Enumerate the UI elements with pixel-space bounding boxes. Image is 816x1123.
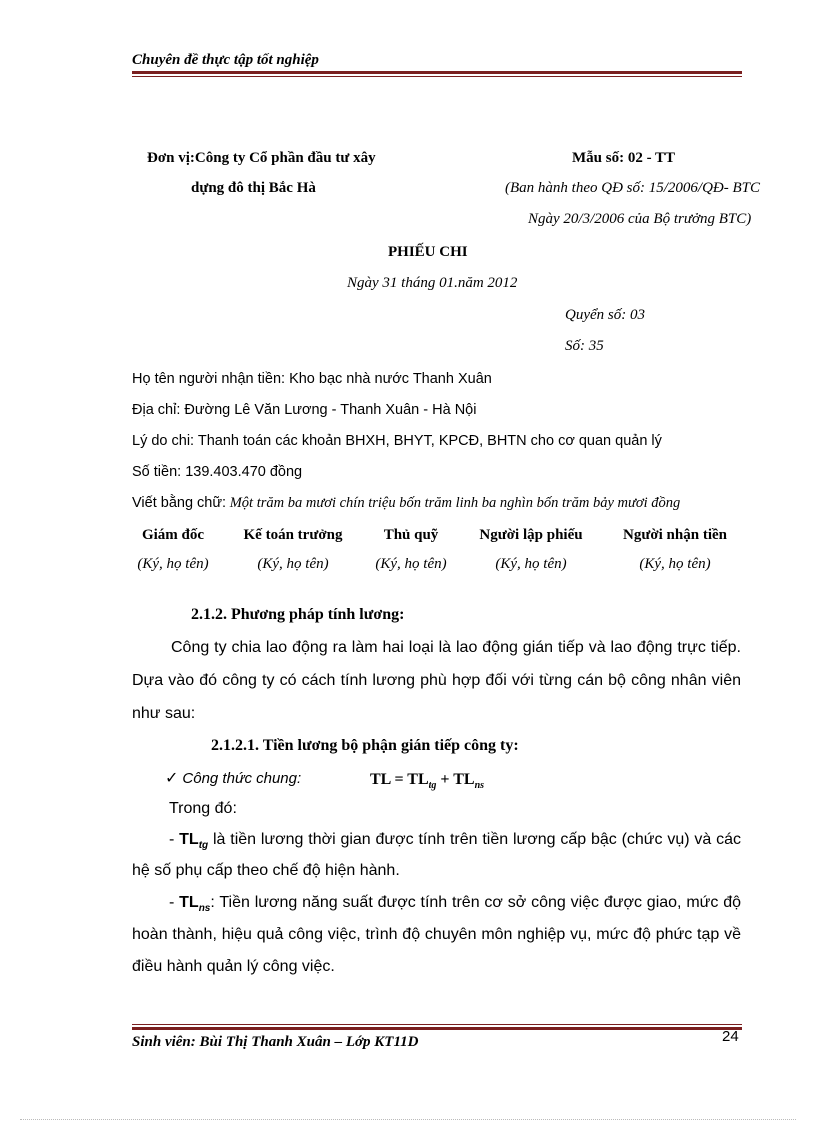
item2-line2: hoàn thành, hiệu quả công việc, trình độ chuyên môn nghiệp vụ, mức độ phức tạp về <box>132 926 741 943</box>
unit-line1: Đơn vị:Công ty Cổ phần đầu tư xây <box>147 150 376 166</box>
voucher-number: Số: 35 <box>565 338 604 354</box>
item1-sub: tg <box>198 840 209 852</box>
in-words-label: Viết bằng chữ: <box>132 495 227 511</box>
signature-cashier <box>346 527 476 573</box>
unit-line2: dựng đô thị Bắc Hà <box>191 180 316 196</box>
amount-in-words <box>132 495 680 512</box>
para1-line3: như sau: <box>132 705 196 722</box>
subsection-heading: 2.1.2.1. Tiền lương bộ phận gián tiếp công ty: <box>211 737 519 754</box>
signature-role: Người nhận tiền <box>623 527 727 543</box>
para1-line1: Công ty chia lao động ra làm hai loại là lao động gián tiếp và lao động trực tiếp. <box>171 639 741 656</box>
item2-tl: TL <box>179 894 199 911</box>
item1-text: là tiền lương thời gian được tính trên tiền lương cấp bậc (chức vụ) và các <box>208 831 741 848</box>
signature-director <box>108 527 238 573</box>
formula-plus-tl: + TL <box>436 771 475 788</box>
signature-note: (Ký, họ tên) <box>639 556 711 572</box>
item2-line1 <box>169 894 741 914</box>
issued-line2: Ngày 20/3/2006 của Bộ trưởng BTC) <box>528 211 752 227</box>
formula-tl: TL = TL <box>370 771 429 788</box>
amount-line: Số tiền: 139.403.470 đồng <box>132 464 303 480</box>
section-heading: 2.1.2. Phương pháp tính lương: <box>191 606 405 623</box>
signature-preparer <box>466 527 596 573</box>
signature-chief-accountant <box>228 527 358 573</box>
item1-dash: - <box>169 831 180 848</box>
signature-role: Người lập phiếu <box>479 527 583 543</box>
signature-role: Thủ quỹ <box>383 527 439 543</box>
document-header-title: Chuyên đề thực tập tốt nghiệp <box>132 52 319 68</box>
formula-label: Công thức chung: <box>182 770 302 787</box>
item1-line1 <box>169 831 741 851</box>
address-line: Địa chỉ: Đường Lê Văn Lương - Thanh Xuân - Hà Nội <box>132 402 477 418</box>
signature-note: (Ký, họ tên) <box>137 556 209 572</box>
check-icon: ✓ <box>165 770 179 787</box>
in-words-value: Một trăm ba mươi chín triệu bốn trăm linh ba nghìn bốn trăm bảy mươi đồng <box>229 495 681 511</box>
item2-sub: ns <box>198 903 211 915</box>
voucher-title: PHIẾU CHI <box>388 244 468 260</box>
formula-line <box>165 768 301 788</box>
signature-note: (Ký, họ tên) <box>495 556 567 572</box>
voucher-date: Ngày 31 tháng 01.năm 2012 <box>347 275 518 291</box>
footer-student: Sinh viên: Bùi Thị Thanh Xuân – Lớp KT11D <box>132 1034 419 1050</box>
issued-line1: (Ban hành theo QĐ số: 15/2006/QĐ- BTC <box>505 180 760 196</box>
signature-receiver <box>610 527 740 573</box>
item2-line3: điều hành quản lý công việc. <box>132 958 335 975</box>
signature-role: Giám đốc <box>141 527 205 543</box>
signature-note: (Ký, họ tên) <box>257 556 329 572</box>
item1-tl: TL <box>179 831 199 848</box>
header-rule <box>132 71 742 77</box>
formula-sub-ns: ns <box>474 780 485 792</box>
formula-sub-tg: tg <box>428 780 437 792</box>
item2-dash: - <box>169 894 180 911</box>
form-number: Mẫu số: 02 - TT <box>572 150 676 166</box>
footer-rule <box>132 1024 742 1030</box>
recipient-line: Họ tên người nhận tiền: Kho bạc nhà nước Thanh Xuân <box>132 371 492 387</box>
trong-do: Trong đó: <box>169 800 237 817</box>
book-number: Quyển số: 03 <box>565 307 645 323</box>
reason-line: Lý do chi: Thanh toán các khoản BHXH, BHYT, KPCĐ, BHTN cho cơ quan quản lý <box>132 433 662 449</box>
item1-line2: hệ số phụ cấp theo chế độ hiện hành. <box>132 862 400 879</box>
page-number: 24 <box>722 1028 739 1045</box>
signature-role: Kế toán trưởng <box>243 527 343 543</box>
signature-note: (Ký, họ tên) <box>375 556 447 572</box>
formula <box>370 771 484 791</box>
para1-line2: Dựa vào đó công ty có cách tính lương phù hợp đối với từng cán bộ công nhân viên <box>132 672 741 689</box>
page-bottom-edge <box>20 1119 796 1120</box>
item2-text: : Tiền lương năng suất được tính trên cơ sở công việc được giao, mức độ <box>210 894 741 911</box>
